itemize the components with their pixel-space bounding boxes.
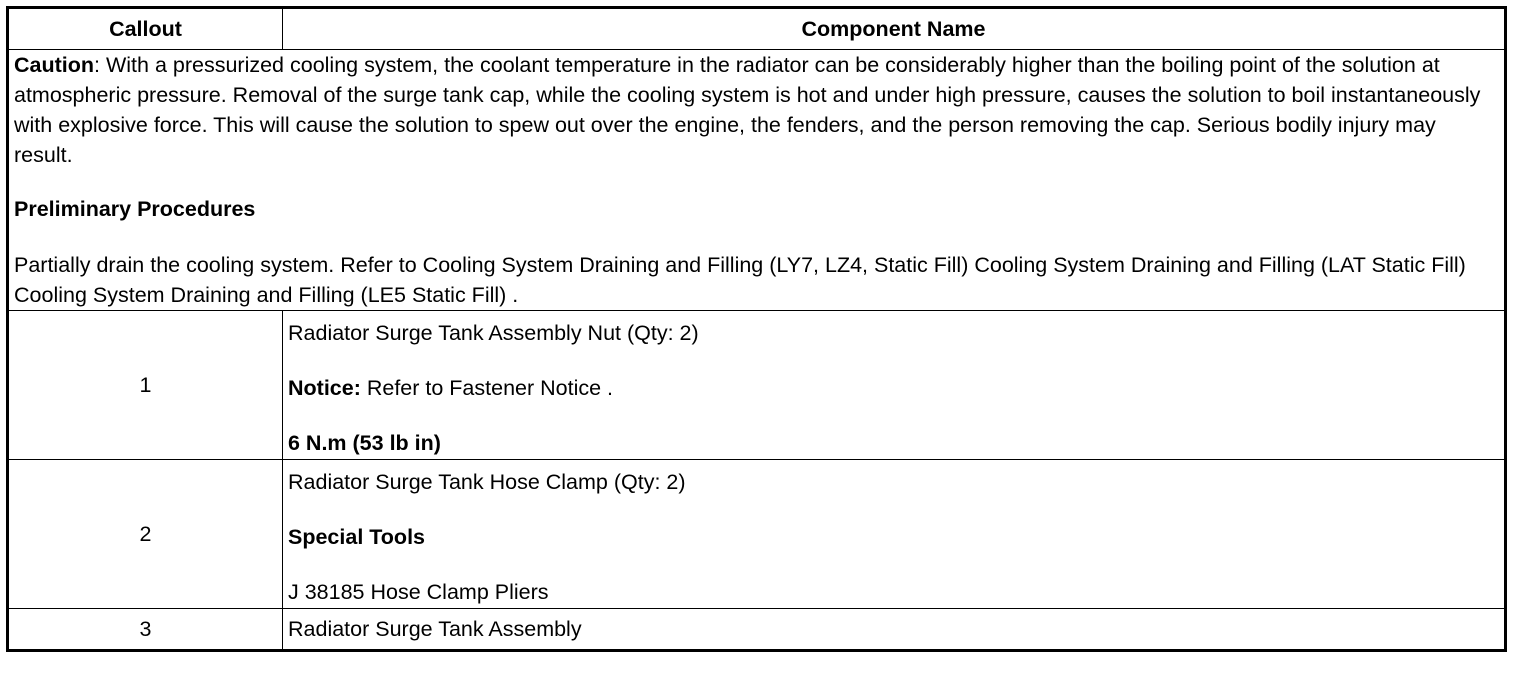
caution-paragraph	[14, 50, 1499, 170]
intro-row	[8, 50, 1506, 311]
callout-number: 1	[8, 311, 283, 460]
component-table	[6, 6, 1507, 652]
special-tool-item: J 38185 Hose Clamp Pliers	[288, 580, 549, 604]
notice-label: Notice:	[288, 376, 361, 400]
component-cell	[283, 460, 1506, 609]
caution-label: Caution	[14, 53, 95, 77]
header-callout: Callout	[8, 8, 283, 50]
header-row	[8, 8, 1506, 50]
torque-spec: 6 N.m (53 lb in)	[288, 431, 441, 455]
header-component-name: Component Name	[283, 8, 1506, 50]
notice-text: Refer to Fastener Notice .	[360, 376, 614, 400]
component-name: Radiator Surge Tank Hose Clamp (Qty: 2)	[288, 470, 686, 494]
callout-number: 3	[8, 609, 283, 651]
table-row	[8, 609, 1506, 651]
caution-text: : With a pressurized cooling system, the coolant temperature in the radiator can be considerably higher than the boiling point of the solution at atmospheric pressure. Removal of the surge tank cap, while the cooling system is hot and under high pressure, causes the solution to boil instantaneously with explosive force. This will cause the solution to spew out over the engine, the fenders, and the person removing the cap. Serious bodily injury may result.	[14, 53, 1481, 167]
intro-cell	[8, 50, 1506, 311]
table-row	[8, 311, 1506, 460]
component-name: Radiator Surge Tank Assembly Nut (Qty: 2)	[288, 321, 699, 345]
callout-number: 2	[8, 460, 283, 609]
preliminary-procedures-text: Partially drain the cooling system. Refer to Cooling System Draining and Filling (LY7, LZ4, Static Fill) Cooling System Draining and Filling (LAT Static Fill) Cooling System Draining and Filling (LE5 Static Fill) .	[14, 253, 1466, 307]
component-name: Radiator Surge Tank Assembly	[283, 609, 1506, 651]
table-row	[8, 460, 1506, 609]
component-cell	[283, 311, 1506, 460]
preliminary-procedures-heading: Preliminary Procedures	[14, 197, 256, 221]
notice-paragraph	[288, 373, 1499, 403]
special-tools-heading: Special Tools	[288, 525, 425, 549]
